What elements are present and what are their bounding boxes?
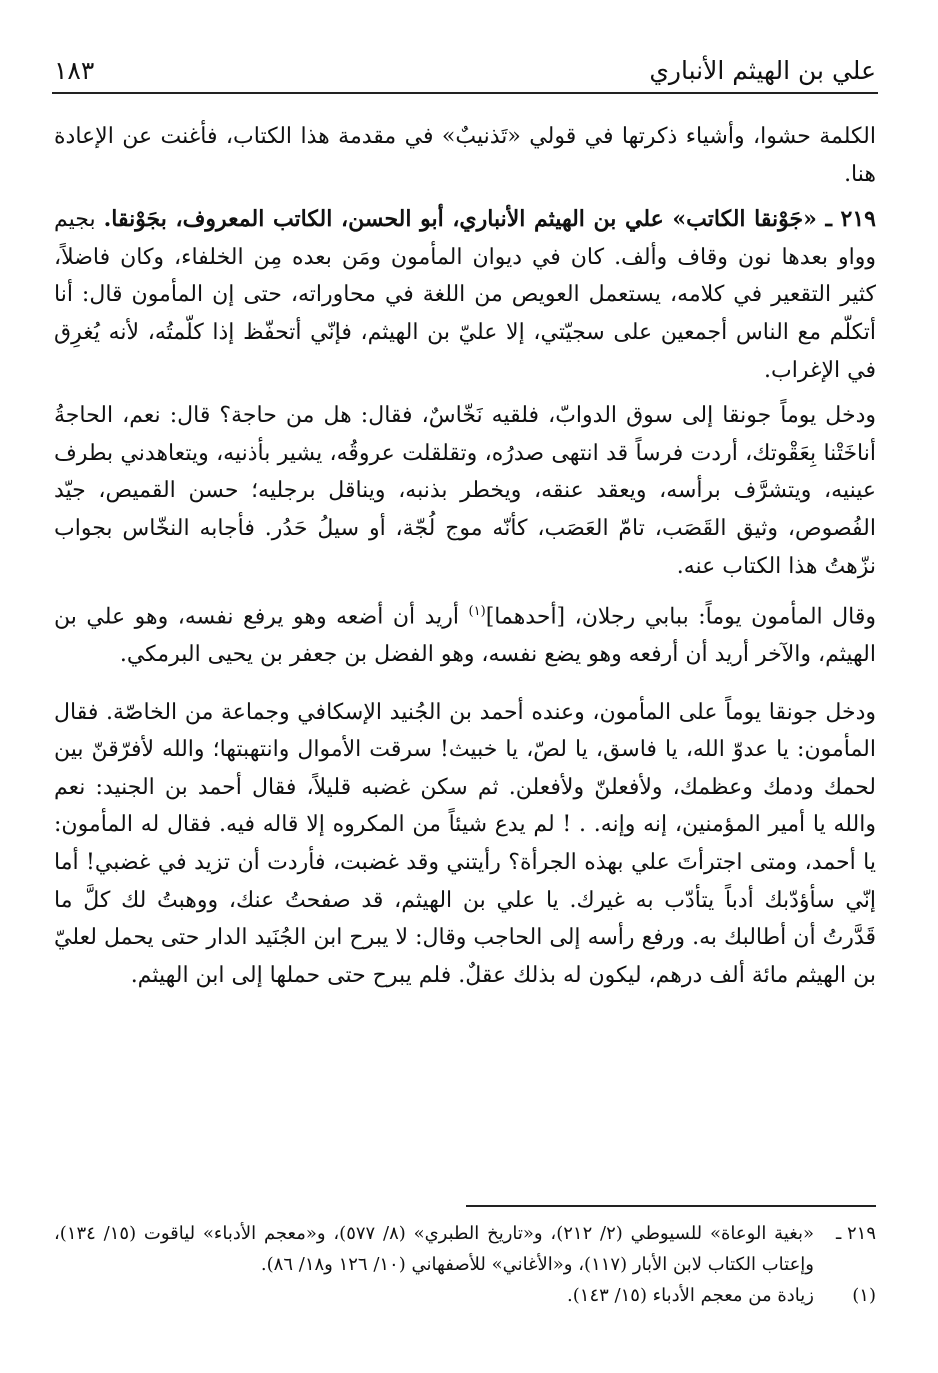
footnote-reference: (١) — [468, 604, 486, 620]
paragraph-mamun-anger — [54, 694, 876, 995]
main-text — [54, 118, 876, 1002]
entry-219-paragraph — [54, 201, 876, 389]
footnote-item — [54, 1280, 876, 1311]
footnote-text: «بغية الوعاة» للسيوطي (٢/ ٢١٢)، و«تاريخ الطبري» (٨/ ٥٧٧)، و«معجم الأدباء» لياقوت (١٥/ ١٣٤)، وإعتاب الكتاب لابن الأبار (١١٧)، و«الأغاني» للأصفهاني (١٠/ ١٢٦ و١٨/ ٨٦). — [54, 1223, 814, 1275]
paragraph-text: الكلمة حشوا، وأشياء ذكرتها في قولي «تَذنيبٌ» في مقدمة هذا الكتاب، فأغنت عن الإعادة هنا. — [54, 124, 876, 187]
paragraph-continuation — [54, 118, 876, 193]
page-number: ١٨٣ — [54, 56, 95, 85]
running-title: علي بن الهيثم الأنباري — [649, 56, 876, 85]
page-header — [52, 52, 878, 94]
footnote-item — [54, 1218, 876, 1280]
paragraph-text: ودخل يوماً جونقا إلى سوق الدوابّ، فلقيه نَخّاسٌ، فقال: هل من حاجة؟ قال: نعم، الحاجةُ أناخَتْنا بِعَقْوتك، أردت فرساً قد انتهى صدرُه، وتقلقلت عروقُه، يشير بأذنيه، ويتعاهدني بطرف عينيه، ويتشرَّف برأسه، ويعقد عنقه، ويخطر بذنبه، ويناقل برجليه؛ حسن القميص، جيّد الفُصوص، وثيق القَصَب، تامّ العَصَب، كأنّه موج لُجّة، أو سيلُ حَدُر. فأجابه النخّاس بجواب نزّهتُ هذا الكتاب عنه. — [54, 403, 876, 579]
footnote-text: زيادة من معجم الأدباء (١٥/ ١٤٣). — [567, 1285, 814, 1306]
footnote-mark: ٢١٩ ـ — [835, 1223, 876, 1244]
paragraph-text: وقال المأمون يوماً: ببابي رجلان، [أحدهما] — [485, 604, 876, 630]
footnotes — [54, 1218, 876, 1311]
footnote-divider — [466, 1205, 876, 1207]
paragraph-text: بجيم وواو بعدها نون وقاف وألف. كان في ديوان المأمون ومَن بعده مِن الخلفاء، وكان فاضلاً، كثير التقعير في كلامه، يستعمل العويص من اللغة في محاوراته، حتى إن المأمون قال: أنا أتكلّم مع الناس أجمعين على سجيّتي، إلا عليّ بن الهيثم، فإنّي أتحفّظ إذا كلّمتُه، لأنه يُغرِق في الإغراب. — [54, 207, 876, 383]
paragraph-horse-market — [54, 397, 876, 585]
paragraph-text: أريد أن أضعه وهو يرفع نفسه، وهو علي بن الهيثم، والآخر أريد أن أرفعه وهو يضع نفسه، وهو الفضل بن جعفر بن يحيى البرمكي. — [54, 604, 876, 668]
paragraph-two-men — [54, 593, 876, 674]
paragraph-text: ودخل جونقا يوماً على المأمون، وعنده أحمد بن الجُنيد الإسكافي وجماعة من الخاصّة. فقال المأمون: يا عدوّ الله، يا فاسق، يا لصّ، يا خبيث! سرقت الأموال وانتهبتها؛ والله لأفرّقنّ بين لحمك ودمك وعظمك، ولأفعلنّ ولأفعلن. ثم سكن غضبه قليلاً، فقال أحمد بن الجنيد: نعم والله يا أمير المؤمنين، إنه وإنه. . ! لم يدع شيئاً من المكروه إلا قاله فيه. فقال له المأمون: يا أحمد، ومتى اجترأتَ علي بهذه الجرأة؟ رأيتني وقد غضبت، فأردت أن تزيد في غضبي! أما إنّي سأؤدّبك أدباً يتأدّب به غيرك. يا علي بن الهيثم، قد صفحتُ عنك، ووهبتُ لك كلَّ ما قَدَّرتُ أن أطالبك به. ورفع رأسه إلى الحاجب وقال: لا يبرح ابن الجُنَيد الدار حتى يحمل لعليّ بن الهيثم مائة ألف درهم، ليكون له بذلك عقلٌ. فلم يبرح حتى حملها إلى ابن الهيثم. — [54, 699, 876, 988]
footnote-mark: (١) — [852, 1285, 876, 1306]
entry-title: ٢١٩ ـ «جَوْنقا الكاتب» علي بن الهيثم الأنباري، أبو الحسن، الكاتب المعروف، بجَوْنقا. — [103, 206, 876, 233]
